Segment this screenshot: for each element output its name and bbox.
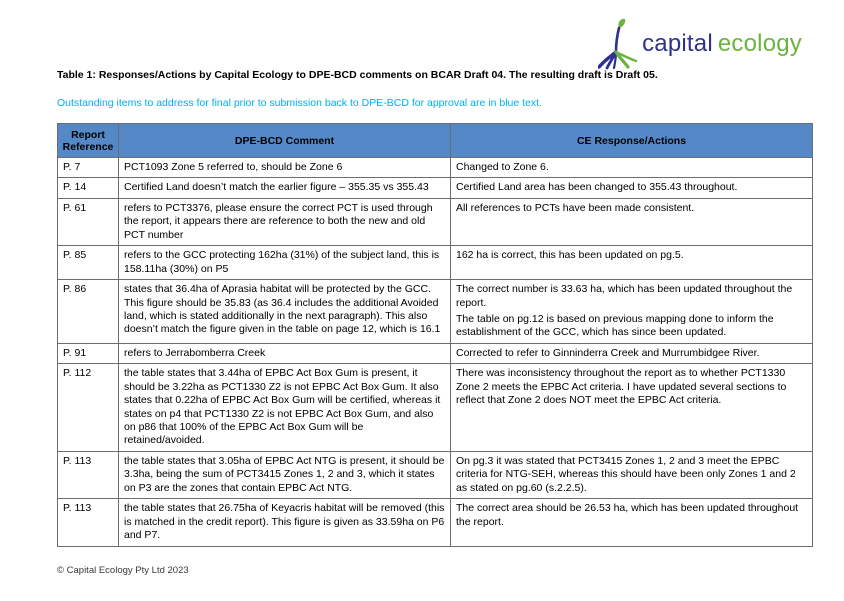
cell-paragraph: P. 113 — [63, 502, 92, 515]
response-cell — [451, 364, 813, 452]
response-cell — [451, 280, 813, 344]
table-row — [58, 343, 813, 363]
cell-paragraph: P. 61 — [63, 201, 87, 214]
logo-word-capital: capital — [642, 30, 713, 57]
cell-paragraph: There was inconsistency throughout the report as to whether PCT1330 Zone 2 meets the EPBC Act criteria. I have updated several sections to reflect that Zone 2 does NOT meet the EPBC Act criteria. — [456, 367, 787, 407]
cell-paragraph: the table states that 3.44ha of EPBC Act Box Gum is present, it should be 3.22ha as PCT1330 Z2 is not EPBC Act Box Gum. It also states that 0.22ha of EPBC Act Box Gum will be certified, whereas it states on p4 that PCT1330 Z2 is not EPBC Act Box Gum, and also on p86 that 100% of the EPBC Act Box Gum will be retained/avoided. — [124, 367, 441, 447]
report-ref-cell — [58, 451, 119, 498]
table-row — [58, 246, 813, 280]
table-row — [58, 364, 813, 452]
logo-word-ecology: ecology — [717, 30, 802, 57]
report-ref-cell — [58, 158, 119, 178]
cell-paragraph: P. 7 — [63, 161, 81, 173]
cell-paragraph: The correct number is 33.63 ha, which has been updated throughout the report. — [456, 283, 793, 309]
table-header — [58, 124, 813, 158]
comment-cell — [119, 451, 451, 498]
response-cell — [451, 246, 813, 280]
table-caption: Table 1: Responses/Actions by Capital Ecology to DPE-BCD comments on BCAR Draft 04. The resulting draft is Draft 05. — [57, 69, 658, 81]
response-cell — [451, 499, 813, 546]
cell-paragraph: The correct area should be 26.53 ha, which has been updated throughout the report. — [456, 502, 799, 528]
cell-paragraph: P. 14 — [63, 181, 87, 194]
report-ref-cell — [58, 246, 119, 280]
table-row — [58, 198, 813, 245]
report-ref-cell — [58, 499, 119, 546]
cell-paragraph: P. 85 — [63, 249, 87, 262]
cell-paragraph: P. 113 — [63, 454, 92, 467]
cell-paragraph: The table on pg.12 is based on previous mapping done to inform the establishment of the GCC, which has since been updated. — [456, 312, 774, 339]
cell-paragraph: refers to PCT3376, please ensure the correct PCT is used through the report, it appears there are reference to both the new and old PCT number — [124, 201, 433, 241]
cell-paragraph: P. 91 — [63, 346, 87, 359]
response-cell — [451, 158, 813, 178]
response-cell — [451, 343, 813, 363]
comment-cell — [119, 178, 451, 198]
comment-cell — [119, 499, 451, 546]
cell-paragraph: refers to Jerrabomberra Creek — [124, 346, 266, 359]
capital-ecology-logo — [598, 18, 802, 70]
header-row — [58, 124, 813, 158]
cell-paragraph: 162 ha is correct, this has been updated on pg.5. — [456, 249, 684, 262]
cell-paragraph: On pg.3 it was stated that PCT3415 Zones 1, 2 and 3 meet the EPBC criteria for NTG-SEH, whereas this should have been only Zones 1 and 2 as stated on pg.60 (s.2.2.5). — [456, 454, 796, 494]
responses-actions-table — [57, 123, 813, 547]
table-row — [58, 499, 813, 546]
report-ref-cell — [58, 280, 119, 344]
report-ref-cell — [58, 364, 119, 452]
col-header-report-reference: Report Reference — [58, 124, 119, 158]
comment-cell — [119, 280, 451, 344]
table-row — [58, 451, 813, 498]
cell-paragraph: states that 36.4ha of Aprasia habitat will be protected by the GCC. This figure should be 35.83 (as 36.4 includes the additional Avoided land, which is stated additionally in the next paragraph). This also doesn’t match the figure given in the table on page 12, which is 16.1 — [124, 283, 441, 336]
cell-paragraph: All references to PCTs have been made consistent. — [456, 201, 695, 214]
outstanding-items-note: Outstanding items to address for final prior to submission back to DPE-BCD for approval are in blue text. — [57, 97, 542, 109]
report-ref-cell — [58, 198, 119, 245]
report-ref-cell — [58, 178, 119, 198]
cell-paragraph: Corrected to refer to Ginninderra Creek and Murrumbidgee River. — [456, 346, 760, 359]
col-header-ce-response-actions: CE Response/Actions — [451, 124, 813, 158]
comment-cell — [119, 198, 451, 245]
cell-paragraph: refers to the GCC protecting 162ha (31%) of the subject land, this is 158.11ha (30%) on P5 — [124, 249, 440, 275]
cell-paragraph: the table states that 26.75ha of Keyacris habitat will be removed (this is matched in the credit report). This figure is given as 33.59ha on P6 and P7. — [124, 502, 445, 542]
response-cell — [451, 451, 813, 498]
response-cell — [451, 178, 813, 198]
comment-cell — [119, 343, 451, 363]
table-row — [58, 280, 813, 344]
cell-paragraph: the table states that 3.05ha of EPBC Act NTG is present, it should be 3.3ha, being the sum of PCT3415 Zones 1, 2 and 3, which it states on P3 are the zones that contain EPBC Act NTG. — [124, 454, 445, 494]
col-header-dpe-bcd-comment: DPE-BCD Comment — [119, 124, 451, 158]
tree-icon — [598, 18, 638, 70]
table-body — [58, 158, 813, 547]
comment-cell — [119, 364, 451, 452]
cell-paragraph: P. 112 — [63, 367, 92, 380]
table-row — [58, 178, 813, 198]
comment-cell — [119, 158, 451, 178]
cell-paragraph: P. 86 — [63, 283, 87, 296]
comment-cell — [119, 246, 451, 280]
copyright-footer: © Capital Ecology Pty Ltd 2023 — [57, 565, 189, 576]
table-row — [58, 158, 813, 178]
cell-paragraph: Changed to Zone 6. — [456, 161, 549, 173]
cell-paragraph: Certified Land doesn’t match the earlier figure – 355.35 vs 355.43 — [124, 181, 429, 194]
cell-paragraph: Certified Land area has been changed to 355.43 throughout. — [456, 181, 738, 194]
logo-wordmark — [642, 30, 802, 58]
report-ref-cell — [58, 343, 119, 363]
response-cell — [451, 198, 813, 245]
cell-paragraph: PCT1093 Zone 5 referred to, should be Zone 6 — [124, 161, 343, 173]
